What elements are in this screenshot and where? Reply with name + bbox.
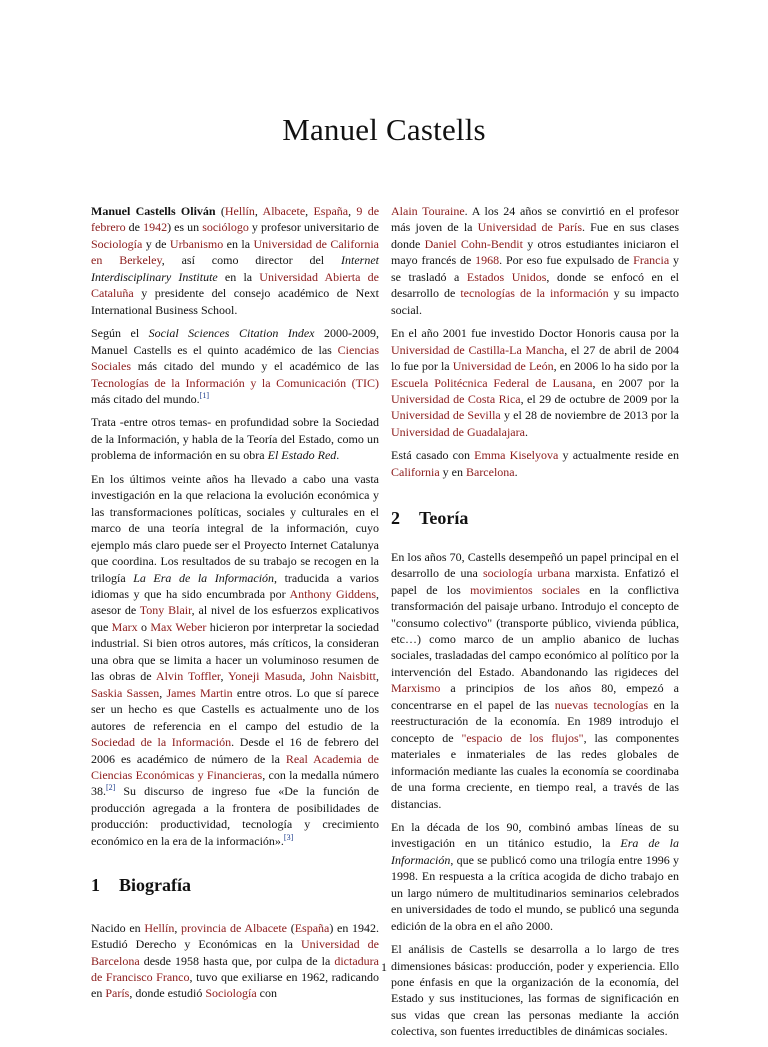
intro-paragraph: Manuel Castells Oliván (Hellín, Albacete, España, 9 de febrero de 1942) es un sociólogo y profesor universitario de Sociología y de Urbanismo en la Universidad de California en Berkeley, así como director del Internet Interdisciplinary Institute en la Universidad Abierta de Cataluña y presidente del consejo académico de Next International Business School.: [91, 204, 380, 317]
link-touraine[interactable]: Alain Touraine: [391, 204, 465, 218]
section-heading-teoria: 2 Teoría: [391, 508, 469, 529]
link-espana[interactable]: España: [313, 204, 349, 218]
subject-name: Manuel Castells Oliván: [91, 204, 216, 218]
link-ub[interactable]: Universidad de Barcelona: [91, 937, 379, 968]
link-masuda[interactable]: Yoneji Masuda: [227, 669, 303, 684]
honors-paragraph: En el año 2001 fue investido Doctor Honoris causa por la Universidad de Castilla-La Mancha, el 27 de abril de 2004 lo fue por la Universidad de León, en 2006 lo ha sido por la Escuela Politécnica Federal de Lausana, en 2007 por la Universidad de Costa Rica, el 29 de octubre de 2009 por la Universidad de Sevilla y el 28 de noviembre de 2013 por la Universidad de Guadalajara.: [391, 326, 680, 439]
biography-paragraph-cont: Alain Touraine. A los 24 años se convirtió en el profesor más joven de la Universidad de París. Fue en sus clases donde Daniel Cohn-Bendit y otros estudiantes iniciaron el mayo francés de 1968. Por eso fue expulsado de Francia y se trasladó a Estados Unidos, donde se enfocó en el desarrollo de tecnologías de la información y su impacto social.: [391, 204, 680, 317]
link-california[interactable]: California: [391, 464, 440, 479]
link-hellin-2[interactable]: Hellín: [144, 920, 175, 935]
link-sociologia-urbana[interactable]: sociología urbana: [482, 566, 571, 581]
theory-paragraph-1: En los años 70, Castells desempeñó un papel principal en el desarrollo de una sociología urbana marxista. Enfatizó el papel de los movimientos sociales en la conflictiva transformación del paisaje urbano. Introdujo el concepto de "consumo colectivo" (transporte público, vivienda pública, etc…) como marco de un amplio abanico de luchas sociales, trasladadas del campo económico al político por la intervención del Estado. Abandonando las rigideces del Marxismo a principios de los años 80, empezó a concentrarse en el papel de las nuevas tecnologías en la reestructuración de la economía. En 1989 introdujo el concepto de "espacio de los flujos", las componentes materiales e inmateriales de las redes globales de información mediante las cuales la economía se coordinaba de una forma creciente, en tiempo real, a través de las distancias.: [391, 549, 680, 811]
link-espacio-flujos[interactable]: "espacio de los flujos": [461, 730, 584, 745]
link-tic[interactable]: Tecnologías de la Información y la Comunicación (TIC): [91, 375, 379, 390]
link-marx[interactable]: Marx: [111, 619, 138, 634]
link-1942[interactable]: 1942: [143, 220, 168, 235]
link-usevilla[interactable]: Universidad de Sevilla: [391, 408, 501, 423]
right-column: [391, 203, 679, 1047]
link-1968[interactable]: 1968: [475, 253, 500, 268]
link-tecnologias-informacion[interactable]: tecnologías de la información: [460, 286, 609, 301]
link-sociedad-informacion[interactable]: Sociedad de la Información: [91, 735, 232, 750]
link-cohn-bendit[interactable]: Daniel Cohn-Bendit: [424, 236, 523, 251]
link-franco[interactable]: dictadura de Francisco Franco: [91, 953, 379, 985]
link-uparis[interactable]: Universidad de París: [477, 220, 582, 235]
link-sociologia-2[interactable]: Sociología: [205, 986, 257, 1001]
link-urbanismo[interactable]: Urbanismo: [169, 236, 224, 251]
theory-paragraph-3: El análisis de Castells se desarrolla a lo largo de tres dimensiones básicas: producción, poder y experiencia. Ello pone énfasis en que la organización de la economía, del Estado y sus instituciones, las formas de significación en sus vidas que crean las personas mediante la acción colectiva, son fuentes irreductibles de dinámicas sociales.: [391, 942, 679, 1039]
section-heading-biografia: 1 Biografía: [91, 875, 191, 896]
link-nuevas-tecnologias[interactable]: nuevas tecnologías: [554, 697, 649, 712]
link-sociologia[interactable]: Sociología: [91, 236, 143, 251]
theory-paragraph-2: En la década de los 90, combinó ambas líneas de su investigación en un titánico estudio, la Era de la Información, que se publicó como una trilogía entre 1996 y 1998. En respuesta a la crítica acogida de dicho trabajo en un largo número de multitudinarios seminarios celebrados en universidades de todo el mundo, se publicó una segunda edición de la obra en el año 2000.: [391, 819, 679, 933]
personal-paragraph: Está casado con Emma Kiselyova y actualmente reside en California y en Barcelona.: [391, 448, 679, 479]
topics-paragraph: Trata -entre otros temas- en profundidad sobre la Sociedad de la Información, y habla de la Teoría del Estado, como un problema de información en su obra El Estado Red.: [91, 415, 379, 463]
link-blair[interactable]: Tony Blair: [139, 603, 192, 618]
link-9-febrero[interactable]: 9 de febrero: [91, 204, 380, 235]
link-racef[interactable]: Real Academia de Ciencias Económicas y Financieras: [91, 751, 379, 782]
link-barcelona[interactable]: Barcelona: [465, 464, 515, 479]
link-provincia-albacete[interactable]: provincia de Albacete: [181, 920, 288, 935]
link-giddens[interactable]: Anthony Giddens: [289, 586, 376, 601]
link-uc-berkeley[interactable]: Universidad de California en Berkeley: [91, 236, 379, 268]
left-column: [91, 203, 379, 1009]
link-uoc[interactable]: Universidad Abierta de Cataluña: [91, 269, 379, 301]
biography-paragraph: Nacido en Hellín, provincia de Albacete (España) en 1942. Estudió Derecho y Económicas en la Universidad de Barcelona desde 1958 hasta que, por culpa de la dictadura de Francisco Franco, tuvo que exiliarse en 1962, radicando en París, donde estudió Sociología con: [91, 920, 380, 1001]
link-marxismo[interactable]: Marxismo: [391, 681, 441, 696]
link-toffler[interactable]: Alvin Toffler: [155, 669, 221, 684]
link-naisbitt[interactable]: John Naisbitt: [310, 669, 376, 684]
link-weber[interactable]: Max Weber: [150, 619, 207, 634]
link-hellin[interactable]: Hellín: [224, 204, 255, 218]
link-uclm[interactable]: Universidad de Castilla-La Mancha: [391, 342, 565, 357]
link-estados-unidos[interactable]: Estados Unidos: [466, 269, 547, 284]
page-title: Manuel Castells: [282, 112, 486, 147]
link-albacete[interactable]: Albacete: [262, 204, 306, 218]
link-sociologo[interactable]: sociólogo: [202, 220, 249, 235]
reference-2[interactable]: [2]: [106, 783, 116, 793]
research-paragraph: En los últimos veinte años ha llevado a cabo una vasta investigación en la que relaciona la evolución económica y las transformaciones políticas, sociales y culturales en el marco de una teoría integral de la información, cuyo ejemplo más claro puede ser el Proyecto Internet Catalunya que coordina. Los resultados de su trabajo se recogen en la trilogía La Era de la Información, traducida a varios idiomas y que ha sido encumbrada por Anthony Giddens, asesor de Tony Blair, al nivel de los esfuerzos explicativos que Marx o Max Weber hicieron por interpretar la sociedad industrial. Si bien otros autores, más críticos, la consideran una obra que se limita a hacer un voluminoso resumen de las obras de Alvin Toffler, Yoneji Masuda, John Naisbitt, Saskia Sassen, James Martin entre otros. Lo que sí parece ser un hecho es que Castells es actualmente uno de los autores de referencia en el campo del estudio de la Sociedad de la Información. Desde el 16 de febrero del 2006 es académico de número de la Real Academia de Ciencias Económicas y Financieras, con la medalla número 38.[2] Su discurso de ingreso fue «De la función de producción agregada a la frontera de posibilidades de producción: productividad, tecnología y crecimiento económico en la era de la información».[3]: [91, 471, 380, 848]
link-emma-kiselyova[interactable]: Emma Kiselyova: [474, 448, 559, 463]
citation-paragraph: Según el Social Sciences Citation Index 2000-2009, Manuel Castells es el quinto académico de las Ciencias Sociales más citado del mundo y el académico de las Tecnologías de la Información y la Comunicación (TIC) más citado del mundo.[1]: [91, 326, 379, 406]
link-movimientos-sociales[interactable]: movimientos sociales: [470, 582, 580, 597]
link-ciencias-sociales[interactable]: Ciencias Sociales: [91, 342, 379, 374]
page-number: 1: [381, 960, 387, 974]
link-sassen[interactable]: Saskia Sassen: [91, 685, 160, 700]
link-francia[interactable]: Francia: [633, 253, 670, 268]
link-uleon[interactable]: Universidad de León: [452, 359, 554, 374]
link-martin[interactable]: James Martin: [166, 685, 233, 700]
link-paris[interactable]: París: [105, 986, 130, 1001]
link-udg[interactable]: Universidad de Guadalajara: [391, 424, 525, 439]
reference-1[interactable]: [1]: [199, 390, 209, 400]
link-espana-2[interactable]: España: [294, 920, 330, 935]
reference-3[interactable]: [3]: [283, 832, 294, 842]
link-ucr[interactable]: Universidad de Costa Rica: [391, 391, 521, 406]
link-epfl[interactable]: Escuela Politécnica Federal de Lausana: [391, 375, 593, 390]
